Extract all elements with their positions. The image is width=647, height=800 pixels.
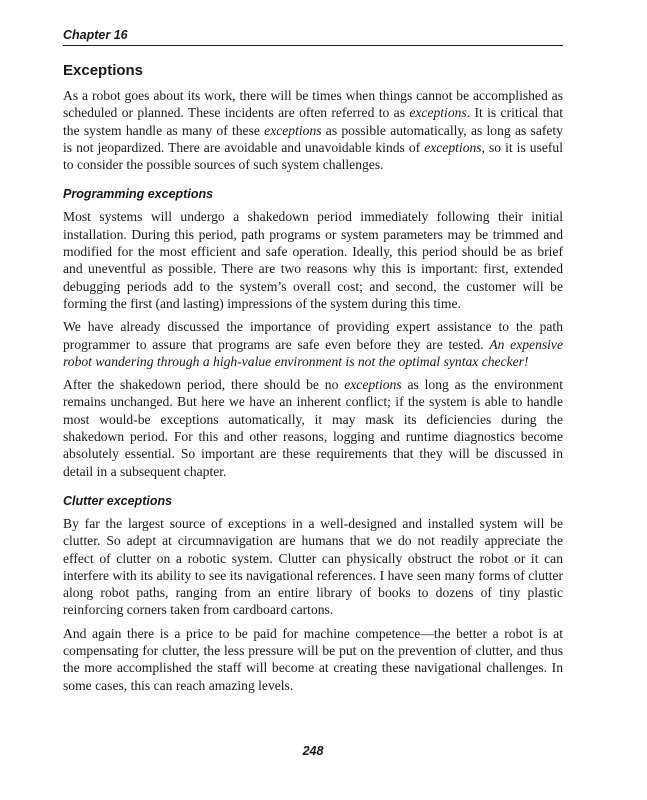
intro-text-2: . It is critical that the system handle as many of these xyxy=(63,105,564,138)
intro-paragraph xyxy=(63,87,563,173)
programming-paragraph-3-emphasis: exceptions xyxy=(344,377,402,393)
programming-paragraph-2-text: We have already discussed the importance of providing expert assistance to the path programmer to assure that programs are safe even before they are tested. xyxy=(63,319,563,352)
book-page xyxy=(63,28,563,768)
intro-emphasis-1: exceptions xyxy=(409,105,467,121)
page-number: 248 xyxy=(302,744,324,758)
intro-text-4: , so it is useful to consider the possible sources of such system challenges. xyxy=(63,139,563,173)
programming-paragraph-1: Most systems will undergo a shakedown period immediately following their initial installation. During this period, path programs or system parameters may be trimmed and modified for the most efficient and safe operation. Ideally, this period should be as brief and uneventful as possible. There are two reasons why this is important: first, extended debugging periods add to the system’s overall cost; and second, the customer will be forming the first (and lasting) impressions of the system during this time. xyxy=(63,209,563,311)
programming-paragraph-3-text-1: After the shakedown period, there should be no xyxy=(63,377,345,393)
programming-paragraph-3 xyxy=(63,376,563,480)
programming-paragraph-2 xyxy=(63,318,563,370)
section-title: Exceptions xyxy=(63,62,144,79)
intro-emphasis-2: exceptions xyxy=(264,122,322,138)
intro-text-1: As a robot goes about its work, there will be times when things cannot be accomplished as scheduled or planned. These incidents are often referred to as xyxy=(63,88,563,121)
programming-paragraph-3-text-2: as long as the environment remains unchanged. But here we have an inherent conflict; if the system is able to handle most would-be exceptions automatically, it may mask its deficiencies during the shakedown period. For this and other reasons, logging and runtime diagnostics become absolutely essential. So important are these requirements that they will be discussed in detail in a subsequent chapter. xyxy=(63,377,563,479)
programming-paragraph-2-emphasis: An expensive robot wandering through a high-value environment is not the optimal syntax checker! xyxy=(63,336,563,369)
intro-text-3: as possible automatically, as long as safety is not jeopardized. There are avoidable and unavoidable kinds of xyxy=(63,122,563,155)
running-head-chapter: Chapter 16 xyxy=(63,28,563,46)
clutter-paragraph-1: By far the largest source of exceptions in a well-designed and installed system will be clutter. So adept at circumnavigation are humans that we do not readily appreciate the effect of clutter on a robotic system. Clutter can physically obstruct the robot or it can interfere with its ability to see its navigational references. I have seen many forms of clutter along robot paths, ranging from an entire library of books to dozens of tiny plastic reinforcing corners taken from cardboard cartons. xyxy=(63,515,563,618)
clutter-paragraph-2: And again there is a price to be paid for machine competence—the better a robot is at compensating for clutter, the less pressure will be put on the prevention of clutter, and thus the more accomplished the staff will become at creating these navigational challenges. In some cases, this can reach amazing levels. xyxy=(63,625,563,693)
subsection-title-programming: Programming exceptions xyxy=(63,187,214,202)
intro-emphasis-3: exceptions xyxy=(424,139,482,155)
subsection-title-clutter: Clutter exceptions xyxy=(63,493,173,508)
